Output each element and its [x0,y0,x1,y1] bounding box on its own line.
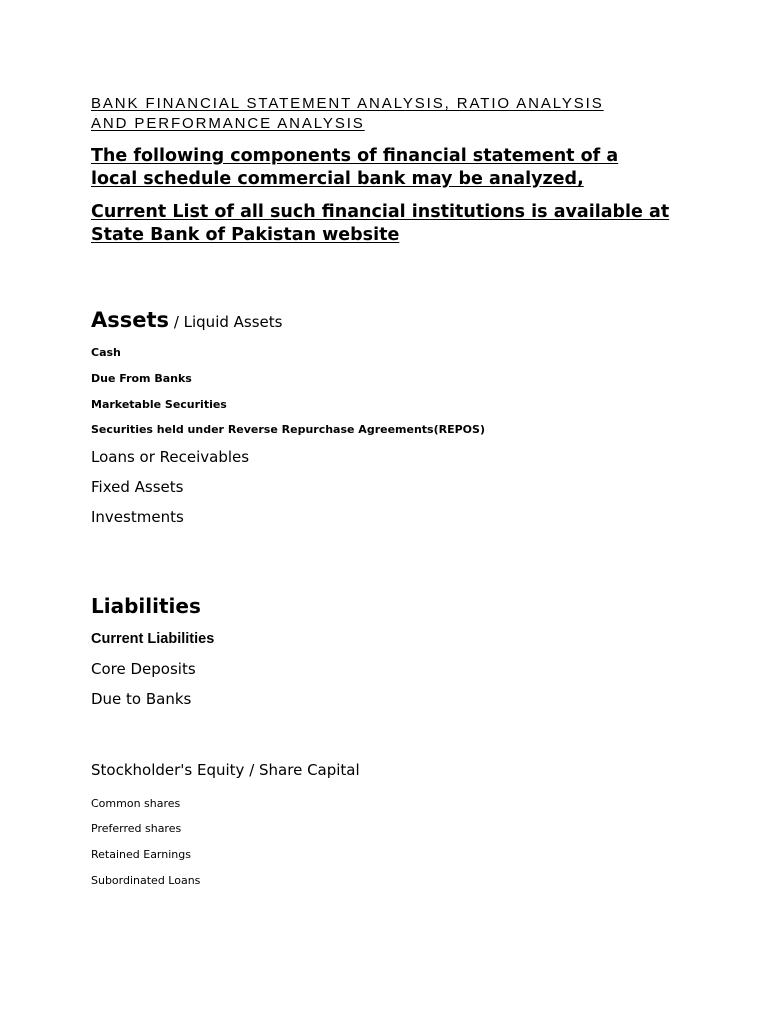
list-item-cash: Cash [91,346,121,359]
intro-line-1: The following components of financial statement of a [91,146,619,166]
list-item-fixed-assets: Fixed Assets [91,478,184,496]
list-item-due-from-banks: Due From Banks [91,372,192,385]
intro-line-2: local schedule commercial bank may be analyzed, [91,169,584,189]
current-list-paragraph [91,201,669,247]
intro-paragraph [91,145,618,191]
list-item-marketable-securities: Marketable Securities [91,398,227,411]
heading-line-1: BANK FINANCIAL STATEMENT ANALYSIS, RATIO ANALYSIS [91,95,604,112]
current-list-line-1: Current List of all such financial institutions is available at [91,202,670,222]
assets-title: Assets [91,308,170,332]
list-item-loans: Loans or Receivables [91,448,250,466]
list-item-due-to-banks: Due to Banks [91,690,192,708]
liabilities-title: Liabilities [91,594,201,618]
assets-heading [91,308,282,332]
equity-title: Stockholder's Equity / Share Capital [91,761,360,779]
list-item-repos: Securities held under Reverse Repurchase Agreements(REPOS) [91,423,485,436]
document-heading [91,94,604,134]
list-item-subordinated-loans: Subordinated Loans [91,874,201,887]
list-item-common-shares: Common shares [91,797,181,810]
current-liabilities-label: Current Liabilities [91,631,215,647]
heading-line-2: AND PERFORMANCE ANALYSIS [91,115,365,132]
list-item-core-deposits: Core Deposits [91,660,196,678]
list-item-preferred-shares: Preferred shares [91,822,182,835]
assets-subtitle: / Liquid Assets [169,313,283,331]
list-item-investments: Investments [91,508,184,526]
list-item-retained-earnings: Retained Earnings [91,848,191,861]
current-list-line-2: State Bank of Pakistan website [91,225,400,245]
